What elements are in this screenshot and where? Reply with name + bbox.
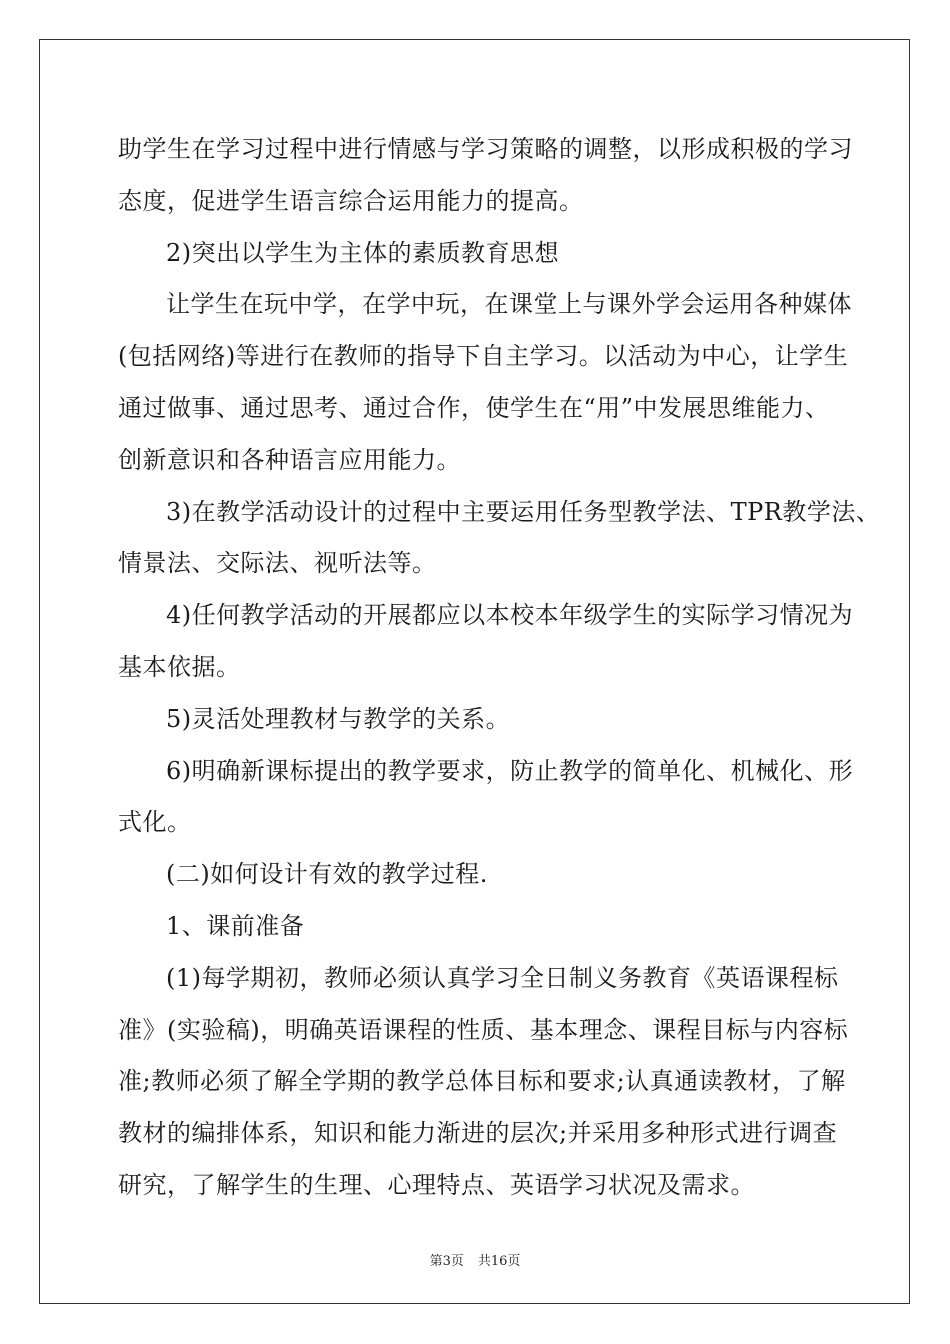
page-footer: [0, 1250, 950, 1269]
text-line: 3)在教学活动设计的过程中主要运用任务型教学法、TPR教学法、: [166, 497, 881, 526]
text-line: 情景法、交际法、视听法等。: [118, 549, 437, 578]
text-line: 助学生在学习过程中进行情感与学习策略的调整，以形成积极的学习: [118, 135, 853, 163]
text-line: (包括网络)等进行在教师的指导下自主学习。以活动为中心，让学生: [118, 342, 849, 371]
text-line: 让学生在玩中学，在学中玩，在课堂上与课外学会运用各种媒体: [166, 290, 852, 319]
text-line: 4)任何教学活动的开展都应以本校本年级学生的实际学习情况为: [166, 601, 854, 630]
text-line: 态度，促进学生语言综合运用能力的提高。: [118, 186, 584, 215]
text-line: 创新意识和各种语言应用能力。: [118, 445, 461, 474]
text-line: (二)如何设计有效的教学过程.: [166, 860, 488, 889]
text-line: 式化。: [118, 808, 192, 837]
text-line: 5)灵活处理教材与教学的关系。: [166, 704, 511, 733]
text-line: 6)明确新课标提出的教学要求，防止教学的简单化、机械化、形: [166, 756, 854, 785]
page-total: 共16页: [477, 1254, 521, 1269]
text-line: (1)每学期初，教师必须认真学习全日制义务教育《英语课程标: [166, 963, 839, 992]
text-line: 基本依据。: [118, 652, 241, 681]
text-line: 通过做事、通过思考、通过合作，使学生在“用”中发展思维能力、: [118, 393, 830, 422]
page-number: 第3页: [429, 1254, 464, 1269]
document-body: [118, 124, 881, 1212]
text-line: 1、课前准备: [166, 911, 305, 940]
text-line: 准》(实验稿)，明确英语课程的性质、基本理念、课程目标与内容标: [118, 1015, 849, 1044]
text-line: 教材的编排体系，知识和能力渐进的层次;并采用多种形式进行调查: [118, 1119, 838, 1148]
text-line: 准;教师必须了解全学期的教学总体目标和要求;认真通读教材，了解: [118, 1067, 846, 1096]
text-line: 研究，了解学生的生理、心理特点、英语学习状况及需求。: [118, 1170, 755, 1199]
text-line: 2)突出以学生为主体的素质教育思想: [166, 238, 560, 267]
